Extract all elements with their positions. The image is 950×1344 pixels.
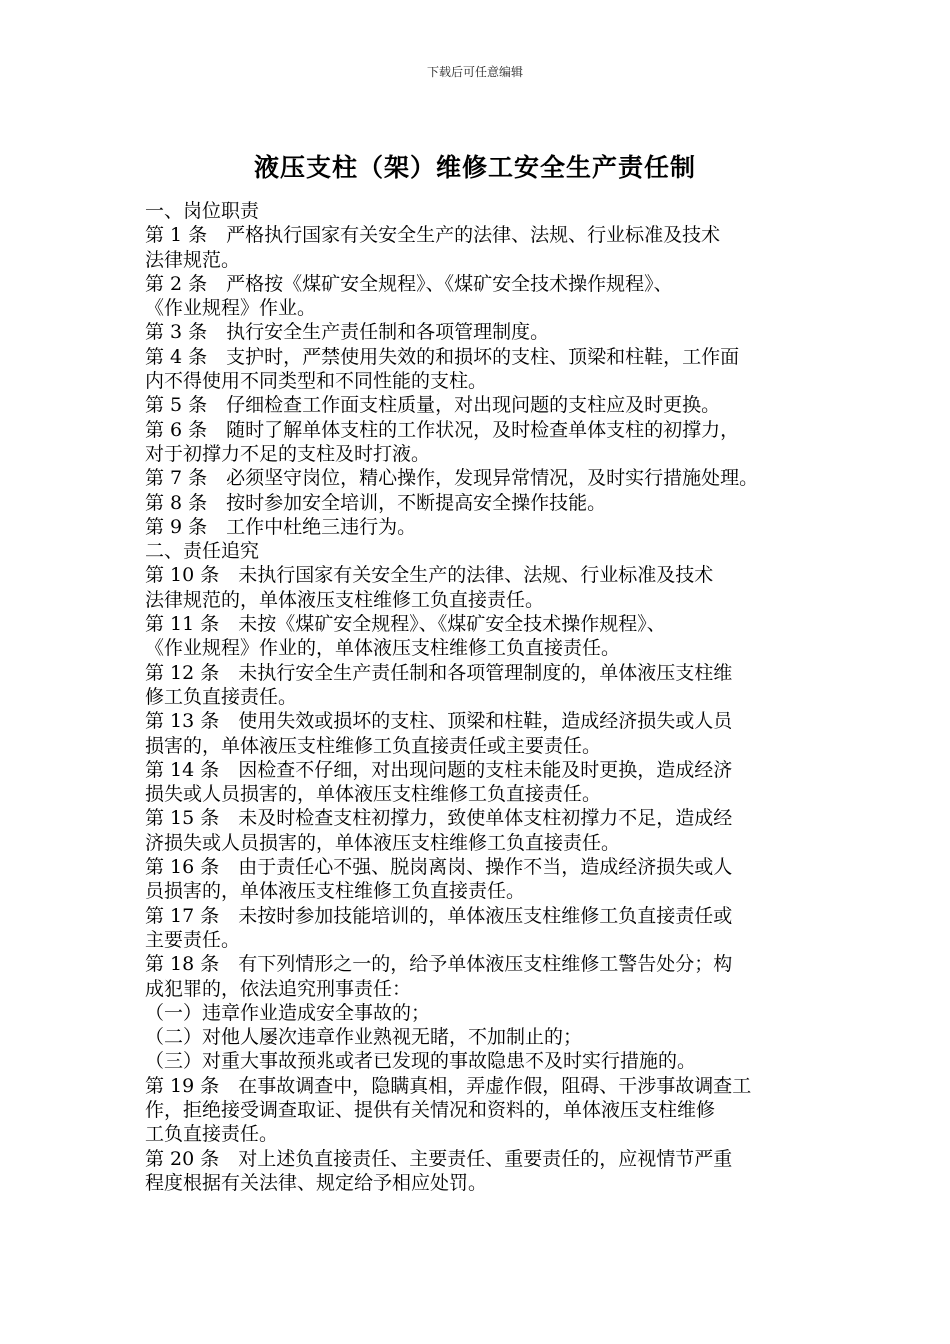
text-line: 《作业规程》作业。 [145,297,317,320]
text-line: 第 5 条 仔细检查工作面支柱质量，对出现问题的支柱应及时更换。 [145,394,721,417]
text-line: 第 17 条 未按时参加技能培训的，单体液压支柱维修工负直接责任或 [145,904,733,927]
text-line: 损害的，单体液压支柱维修工负直接责任或主要责任。 [145,734,602,757]
text-line: 主要责任。 [145,928,241,951]
text-line: 第 7 条 必须坚守岗位，精心操作，发现异常情况，及时实行措施处理。 [145,467,759,490]
text-line: 第 9 条 工作中杜绝三违行为。 [145,515,417,538]
text-line: 作，拒绝接受调查取证、提供有关情况和资料的，单体液压支柱维修 [145,1098,716,1121]
text-line: 二、责任追究 [145,540,260,563]
text-line: （一）违章作业造成安全事故的； [145,1001,431,1024]
text-line: 损失或人员损害的，单体液压支柱维修工负直接责任。 [145,783,602,806]
text-line: 济损失或人员损害的，单体液压支柱维修工负直接责任。 [145,831,621,854]
text-line: （二）对他人屡次违章作业熟视无睹，不加制止的； [145,1026,583,1049]
text-line: 第 18 条 有下列情形之一的，给予单体液压支柱维修工警告处分；构 [145,953,733,976]
text-line: 第 10 条 未执行国家有关安全生产的法律、法规、行业标准及技术 [145,564,714,587]
text-line: 第 15 条 未及时检查支柱初撑力，致使单体支柱初撑力不足，造成经 [145,807,733,830]
text-line: 第 14 条 因检查不仔细，对出现问题的支柱未能及时更换，造成经济 [145,758,733,781]
text-line: 第 3 条 执行安全生产责任制和各项管理制度。 [145,321,550,344]
text-line: 第 2 条 严格按《煤矿安全规程》、《煤矿安全技术操作规程》、 [145,272,673,295]
text-line: 第 16 条 由于责任心不强、脱岗离岗、操作不当，造成经济损失或人 [145,856,733,879]
text-line: 法律规范。 [145,248,241,271]
text-line: 程度根据有关法律、规定给予相应处罚。 [145,1171,488,1194]
header-note: 下载后可任意编辑 [426,65,523,79]
text-line: 员损害的，单体液压支柱维修工负直接责任。 [145,880,526,903]
text-line: 成犯罪的，依法追究刑事责任： [145,977,412,1000]
text-line: 对于初撑力不足的支柱及时打液。 [145,442,431,465]
text-line: 第 6 条 随时了解单体支柱的工作状况，及时检查单体支柱的初撑力， [145,418,740,441]
text-line: 法律规范的，单体液压支柱维修工负直接责任。 [145,588,545,611]
text-line: 第 1 条 严格执行国家有关安全生产的法律、法规、行业标准及技术 [145,224,721,247]
text-line: 第 11 条 未按《煤矿安全规程》、《煤矿安全技术操作规程》、 [145,613,666,636]
text-line: 第 20 条 对上述负直接责任、主要责任、重要责任的，应视情节严重 [145,1147,733,1170]
text-line: 第 13 条 使用失效或损坏的支柱、顶梁和柱鞋，造成经济损失或人员 [145,710,733,733]
document-title: 液压支柱（架）维修工安全生产责任制 [253,153,696,182]
text-line: 内不得使用不同类型和不同性能的支柱。 [145,370,488,393]
text-line: 第 19 条 在事故调查中，隐瞒真相，弄虚作假，阻碍、干涉事故调查工 [145,1074,752,1097]
text-line: 《作业规程》作业的，单体液压支柱维修工负直接责任。 [145,637,621,660]
text-line: 一、岗位职责 [145,200,260,222]
text-line: 修工负直接责任。 [145,685,298,708]
text-line: 第 12 条 未执行安全生产责任制和各项管理制度的，单体液压支柱维 [145,661,733,684]
document-body [145,199,810,1195]
text-line: 工负直接责任。 [145,1123,279,1146]
text-line: 第 4 条 支护时，严禁使用失效的和损坏的支柱、顶梁和柱鞋，工作面 [145,345,740,368]
text-line: 第 8 条 按时参加安全培训，不断提高安全操作技能。 [145,491,607,514]
text-line: （三）对重大事故预兆或者已发现的事故隐患不及时实行措施的。 [145,1050,697,1073]
